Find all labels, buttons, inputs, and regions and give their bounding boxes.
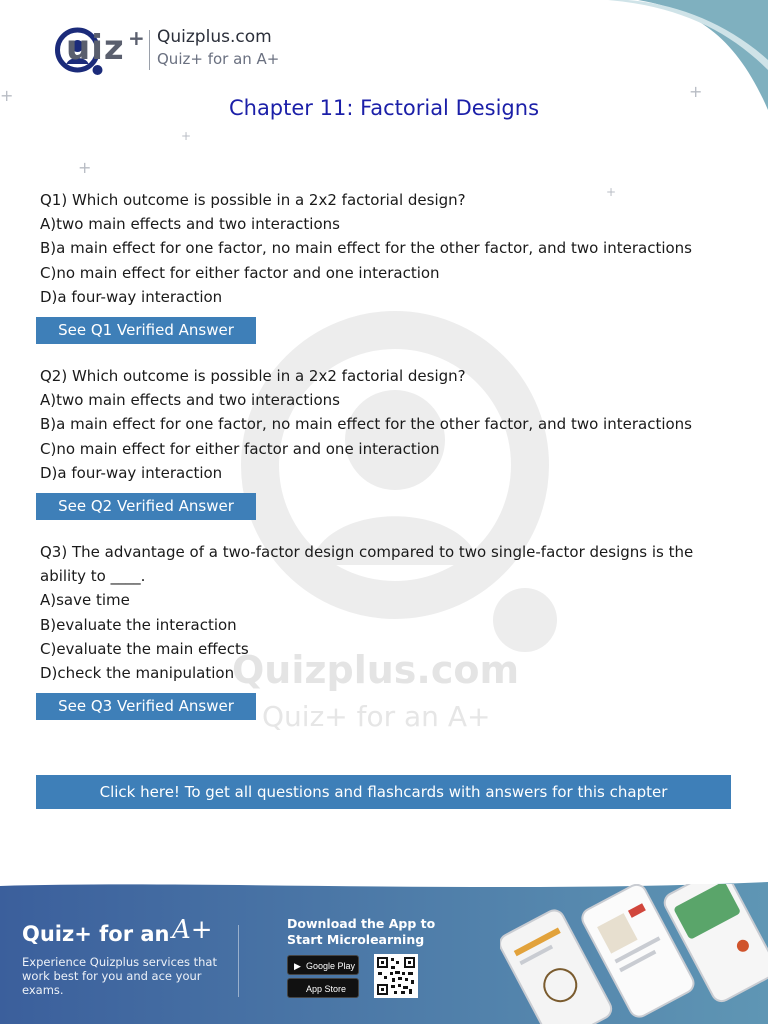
app-phones-illustration-icon	[500, 884, 768, 1024]
question-prompt: Q3) The advantage of a two-factor design compared to two single-factor designs is the ability to ____.	[40, 543, 694, 586]
footer-description: Experience Quizplus services that work best for you and ace your exams.	[22, 955, 217, 997]
sparkle-icon: +	[181, 129, 192, 143]
sparkle-icon: +	[689, 82, 703, 101]
question-prompt: Q1) Which outcome is possible in a 2x2 factorial design?	[40, 191, 466, 209]
see-q3-answer-button[interactable]: See Q3 Verified Answer	[36, 693, 256, 720]
option-b: B)a main effect for one factor, no main effect for the other factor, and two interactions	[40, 415, 692, 434]
option-b: B)evaluate the interaction	[40, 615, 237, 634]
option-d: D)a four-way interaction	[40, 463, 223, 482]
google-play-button[interactable]	[287, 955, 359, 975]
option-d: D)check the manipulation	[40, 664, 235, 683]
brand-divider	[149, 30, 150, 70]
option-b: B)a main effect for one factor, no main effect for the other factor, and two interactions	[40, 239, 692, 258]
question-1	[40, 188, 740, 309]
google-play-label: Google Play	[306, 961, 356, 971]
question-2	[40, 364, 740, 485]
sparkle-icon: +	[0, 86, 14, 105]
sparkle-icon: +	[78, 158, 92, 177]
brand-tagline: Quiz+ for an A+	[157, 50, 280, 68]
option-c: C)no main effect for either factor and one interaction	[40, 263, 440, 282]
option-c: C)evaluate the main effects	[40, 639, 249, 658]
footer-brand: Quiz+ for an	[22, 922, 170, 946]
watermark-tagline: Quiz+ for an A+	[262, 700, 491, 733]
option-a: A)two main effects and two interactions	[40, 391, 340, 410]
footer-aplus: A+	[172, 915, 213, 945]
logo-plus: +	[128, 26, 145, 50]
option-a: A)two main effects and two interactions	[40, 215, 340, 234]
option-c: C)no main effect for either factor and one interaction	[40, 439, 440, 458]
sparkle-icon: +	[606, 185, 617, 199]
question-3	[40, 540, 735, 685]
see-q1-answer-button[interactable]: See Q1 Verified Answer	[36, 317, 256, 344]
qr-code-icon[interactable]	[374, 954, 418, 998]
see-q2-answer-button[interactable]: See Q2 Verified Answer	[36, 493, 256, 520]
question-prompt: Q2) Which outcome is possible in a 2x2 factorial design?	[40, 367, 466, 385]
app-store-label: App Store	[306, 984, 347, 994]
play-store-icon: ▶	[294, 961, 301, 971]
brand-name[interactable]: Quizplus.com	[157, 27, 272, 47]
option-d: D)a four-way interaction	[40, 287, 223, 306]
watermark-name: Quizplus.com	[232, 648, 520, 692]
all-questions-cta-button[interactable]: Click here! To get all questions and flashcards with answers for this chapter	[36, 775, 731, 809]
page-title: Chapter 11: Factorial Designs	[228, 96, 540, 120]
download-app-text: Download the App to Start Microlearning	[287, 916, 436, 947]
logo-text: uiz	[66, 28, 125, 68]
header-swoosh	[528, 0, 768, 110]
footer-divider	[238, 925, 239, 997]
app-store-button[interactable]	[287, 978, 359, 998]
option-a: A)save time	[40, 591, 130, 610]
